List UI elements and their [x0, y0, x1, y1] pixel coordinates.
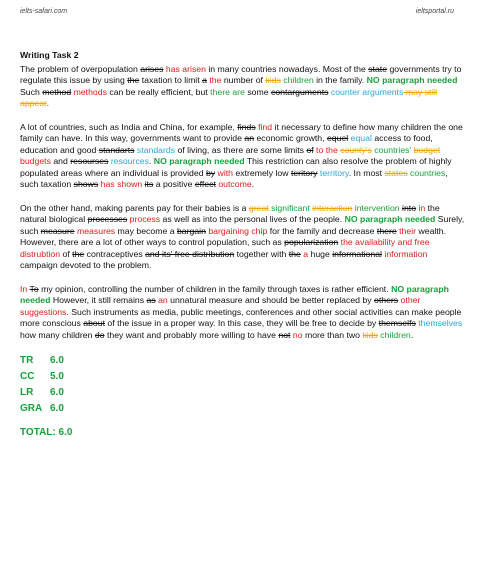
header-right-site: ieltsportal.ru: [415, 8, 454, 15]
correction-text: with: [215, 167, 233, 178]
struck-text: themselfs: [378, 318, 416, 328]
score-value: 6.0: [50, 403, 64, 414]
essay-text: unnatural measure and should be better replaced by: [167, 295, 374, 305]
essay-text: The problem of overpopulation: [20, 63, 141, 74]
struck-text: great: [248, 202, 269, 213]
essay-paragraph-1: [20, 64, 465, 110]
essay-paragraph-4: [20, 284, 465, 342]
struck-text: about: [83, 318, 106, 328]
correction-text: equal: [348, 133, 372, 143]
essay-text: may become a: [115, 225, 177, 236]
essay-text: the natural biological: [20, 202, 440, 224]
struck-text: contarguments: [270, 86, 329, 97]
struck-text: the: [288, 248, 301, 259]
essay-document: [20, 50, 465, 439]
essay-text: together with: [234, 248, 289, 259]
struck-text: state: [368, 63, 388, 74]
score-row-cc: [20, 369, 465, 385]
struck-text: standarts: [98, 144, 135, 155]
struck-text: processes: [87, 214, 128, 224]
score-table: [20, 353, 465, 417]
struck-text: kids: [265, 75, 281, 85]
essay-text: extremely low: [233, 167, 291, 178]
correction-text: the: [206, 75, 222, 85]
score-row-lr: [20, 385, 465, 401]
essay-text: .: [410, 329, 414, 340]
examiner-note: NO paragraph needed: [153, 156, 245, 166]
header-left-site: ielts-safari.com: [20, 8, 68, 15]
essay-text: a positive: [153, 179, 195, 189]
correction-text: intervention: [352, 202, 400, 213]
essay-text: more than two: [302, 329, 363, 340]
correction-text: children: [280, 75, 314, 85]
essay-text: However, it still remains: [50, 295, 147, 305]
essay-text: number of: [221, 75, 266, 85]
essay-text: access to food, education and good: [20, 133, 433, 155]
correction-text: find: [255, 121, 273, 132]
essay-text: governments try to regulate this issue by using: [20, 63, 462, 85]
essay-text: can be really efficient, but: [106, 86, 211, 97]
essay-text: wealth. However, there are a lot of other ways to control population, such as: [20, 225, 446, 247]
struck-text: finds: [237, 121, 256, 132]
score-row-tr: [20, 353, 465, 369]
struck-text: arises: [140, 63, 164, 74]
essay-text: and: [50, 156, 71, 166]
essay-text: for the family and decrease: [267, 225, 377, 236]
struck-text: resourses: [70, 156, 109, 166]
struck-text: equel: [326, 133, 349, 143]
score-row-gra: [20, 401, 465, 417]
struck-text: not: [278, 329, 291, 340]
essay-text: . In most: [348, 167, 385, 178]
correction-text: the availability and free distrubtion: [20, 237, 430, 259]
correction-text: countries: [407, 167, 446, 178]
struck-text: informational: [332, 248, 382, 259]
essay-text: Surely, such: [20, 214, 465, 236]
struck-text: others: [374, 295, 399, 305]
struck-text: measure: [40, 225, 75, 236]
essay-text: they want and probably more willing to have: [104, 329, 279, 340]
essay-text: economic growth,: [254, 133, 327, 143]
correction-text: significant: [268, 202, 310, 213]
total-score: TOTAL: 6.0: [20, 427, 73, 438]
struck-text: by: [205, 167, 216, 178]
essay-text: campaign devoted to the problem.: [20, 260, 152, 270]
correction-text: other suggestions: [20, 295, 421, 317]
correction-text: has arisen: [163, 63, 206, 74]
correction-text: budgets: [20, 156, 51, 166]
struck-text: and its' free distribution: [145, 248, 235, 259]
essay-text: contraceptives: [84, 248, 146, 259]
correction-text: measures: [74, 225, 116, 236]
correction-text: to the: [313, 144, 341, 155]
struck-text: county's: [340, 144, 372, 155]
examiner-note: NO paragraph needed: [366, 75, 458, 85]
essay-text: . Such instruments as media, public meetings, conferences and other social activities can make people more conscious: [20, 306, 462, 328]
struck-text: popularization: [284, 237, 339, 247]
correction-text: a: [300, 248, 309, 259]
struck-text: the: [72, 248, 85, 259]
struck-text: states: [384, 167, 408, 178]
correction-text: children: [377, 329, 411, 340]
correction-text: standards: [134, 144, 176, 155]
correction-text: In: [20, 283, 28, 294]
essay-text: in many countries nowadays. Most of the: [205, 63, 369, 74]
struck-text: method: [42, 86, 72, 97]
correction-text: there are: [210, 86, 245, 97]
essay-text: of living, as there are some limits: [175, 144, 307, 155]
correction-text: process: [127, 214, 161, 224]
task-title: Writing Task 2: [20, 50, 79, 60]
correction-text: an: [155, 295, 168, 305]
struck-text: interaction: [312, 202, 353, 213]
struck-text: effect: [194, 179, 216, 189]
essay-text: my opinion, controlling the number of children in the family through taxes is rather efficient.: [38, 283, 392, 294]
struck-text: of: [306, 144, 314, 155]
correction-text: themselves: [415, 318, 463, 328]
struck-text: the: [127, 75, 140, 85]
essay-text: .: [148, 156, 154, 166]
struck-text: there: [376, 225, 397, 236]
score-value: 6.0: [50, 355, 64, 366]
struck-text: budget: [413, 144, 441, 155]
essay-text: Such: [20, 86, 43, 97]
essay-text: of: [60, 248, 73, 259]
struck-text: into: [402, 202, 417, 213]
score-label: GRA: [20, 403, 43, 414]
score-value: 5.0: [50, 371, 64, 382]
score-label: LR: [20, 387, 34, 398]
essay-text: in the family.: [313, 75, 367, 85]
correction-text: resources: [108, 156, 149, 166]
essay-text: of the issue in a proper way. In this case, they will be free to decide by: [105, 318, 379, 328]
correction-text: their: [396, 225, 417, 236]
essay-text: .: [46, 98, 49, 108]
score-label: TR: [20, 355, 34, 366]
correction-text: in: [416, 202, 426, 213]
struck-text: may still appear: [20, 86, 438, 108]
struck-text: teritory: [290, 167, 318, 178]
struck-text: bargain: [176, 225, 206, 236]
essay-text: On the other hand, making parents pay for their babies is a: [20, 202, 249, 213]
correction-text: has shown: [98, 179, 143, 189]
struck-text: as: [146, 295, 156, 305]
examiner-note: NO paragraph needed: [344, 214, 436, 224]
essay-text: some: [244, 86, 271, 97]
essay-text: as well as into the personal lives of the people.: [160, 214, 345, 224]
correction-text: bargaining chip: [205, 225, 268, 236]
score-label: CC: [20, 371, 35, 382]
essay-text: huge: [308, 248, 333, 259]
essay-text: how many children: [20, 329, 95, 340]
essay-text: This restriction can also resolve the problem of highly populated areas where an individual is provided: [20, 156, 452, 178]
examiner-note: NO paragraph needed: [20, 283, 449, 305]
essay-text: it necessary to define how many children the one family can have. In this way, governments want to provide: [20, 121, 463, 143]
correction-text: territory: [317, 167, 349, 178]
essay-text: A lot of countries, such as India and China, for example,: [20, 121, 238, 132]
struck-text: an: [244, 133, 255, 143]
struck-text: its: [144, 179, 154, 189]
struck-text: do: [94, 329, 105, 340]
struck-text: shows: [73, 179, 99, 189]
essay-text: taxation to limit: [139, 75, 203, 85]
correction-text: information: [381, 248, 428, 259]
essay-text: .: [251, 179, 255, 189]
correction-text: counter arguments: [328, 86, 404, 97]
correction-text: outcome: [215, 179, 252, 189]
struck-text: a: [202, 75, 207, 85]
essay-paragraph-3: [20, 203, 465, 272]
essay-text: , such taxation: [20, 167, 448, 189]
correction-text: countries': [371, 144, 412, 155]
score-value: 6.0: [50, 387, 64, 398]
essay-paragraph-2: [20, 122, 465, 191]
struck-text: To: [29, 283, 39, 294]
correction-text: methods: [71, 86, 107, 97]
correction-text: no: [290, 329, 303, 340]
struck-text: kids: [362, 329, 378, 340]
